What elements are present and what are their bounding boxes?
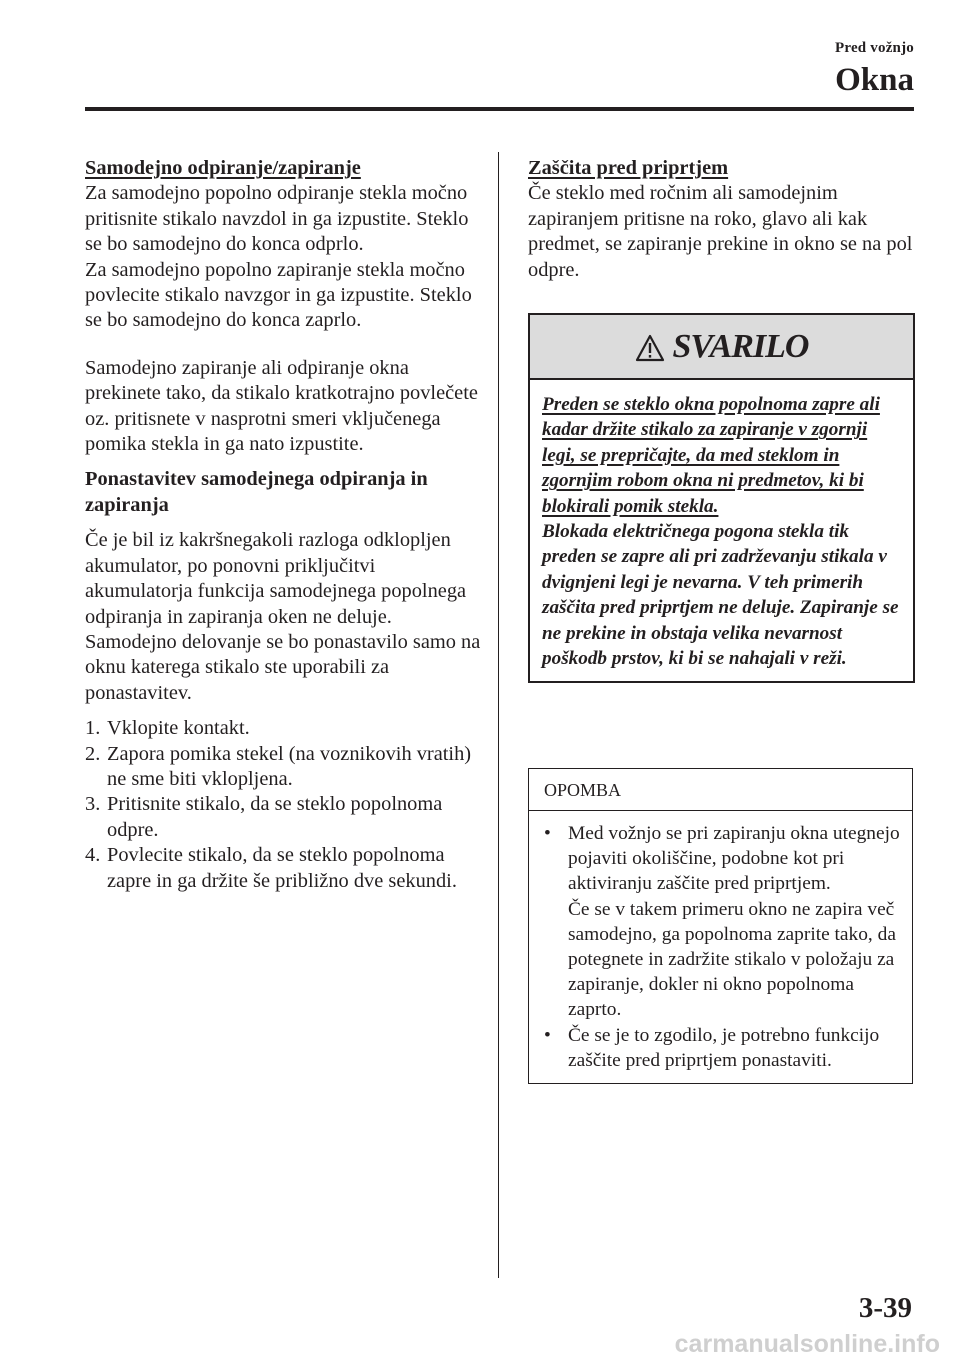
warning-underlined-text: Preden se steklo okna popolnoma zapre ali kadar držite stikalo za zapiranje v zgornji legi, se prepričajte, da med steklom in zgornjim robom okna ni predmetov, ki bi blokirali pomik stekla. (542, 394, 880, 517)
note-item-text: Če se v takem primeru okno ne zapira več samodejno, ga popolnoma zaprite tako, da potegnete in zadržite stikalo v položaju za zapiranje, dokler ni okno popolnoma zaprto. (568, 898, 896, 1021)
note-list (541, 821, 902, 1073)
bullet-icon: • (544, 1024, 551, 1046)
left-column (85, 156, 485, 894)
auto-open-paragraph: Za samodejno popolno odpiranje stekla močno pritisnite stikalo navzdol in ga izpustite. Steklo se bo samodejno do konca odprlo. (85, 182, 469, 256)
step-text: Pritisnite stikalo, da se steklo popolnoma odpre. (107, 793, 443, 841)
step-number: 3. (85, 793, 101, 816)
step-number: 1. (85, 717, 101, 740)
header-rule (85, 107, 914, 111)
note-item-text: Če se je to zgodilo, je potrebno funkcijo zaščite pred priprtjem ponastaviti. (568, 1024, 880, 1071)
pinch-protection-heading: Zaščita pred priprtjem (528, 157, 729, 179)
list-item (85, 843, 485, 894)
reset-heading: Ponastavitev samodejnega odpiranja in zapiranja (85, 468, 428, 516)
step-text: Zapora pomika stekel (na voznikovih vratih) ne sme biti vklopljena. (107, 742, 472, 790)
note-item-text: Med vožnjo se pri zapiranju okna utegnejo pojaviti okoliščine, podobne kot pri aktiviranju zaščite pred priprtjem. (568, 823, 900, 895)
list-item (541, 1023, 902, 1073)
step-number: 2. (85, 742, 101, 765)
step-number: 4. (85, 844, 101, 867)
warning-text: Blokada električnega pogona stekla tik preden se zapre ali pri zadrževanju stikala v dvignjeni legi je nevarna. V teh primerih zaščita pred priprtjem ne deluje. Zapiranje se ne prekine in obstaja velika nevarnost poškodb prstov, ki bi se nahajali v reži. (542, 521, 899, 670)
reset-steps-list (85, 716, 485, 894)
warning-triangle-icon (635, 334, 665, 362)
list-item (85, 742, 485, 793)
step-text: Povlecite stikalo, da se steklo popolnoma zapre in ga držite še približno dve sekundi. (107, 844, 457, 892)
step-text: Vklopite kontakt. (107, 717, 250, 740)
list-item (85, 716, 485, 741)
column-divider (498, 152, 499, 1278)
reset-paragraph-2: Samodejno delovanje se bo ponastavilo samo na oknu katerega stikalo ste uporabili za ponastavitev. (85, 630, 481, 704)
warning-header (530, 315, 913, 380)
page-number: 3-39 (858, 1292, 912, 1324)
section-label: Pred vožnjo (835, 40, 914, 56)
auto-stop-paragraph: Samodejno zapiranje ali odpiranje okna prekinete tako, da stikalo kratkotrajno povlečete oz. pritisnete v nasprotni smeri vključenega pomika stekla in ga nato izpustite. (85, 356, 478, 456)
reset-paragraph-1: Če je bil iz kakršnegakoli razloga odklopljen akumulator, po ponovni priključitvi akumulatorja funkcija samodejnega popolnega odpiranja in zapiranja oken ne deluje. (85, 529, 467, 628)
note-box (528, 768, 913, 1084)
warning-title: SVARILO (672, 327, 809, 365)
warning-box (528, 313, 915, 683)
watermark: carmanualsonline.info (674, 1330, 940, 1358)
right-column (528, 156, 918, 283)
page-title: Okna (835, 62, 914, 98)
note-title: OPOMBA (529, 769, 912, 811)
list-item (541, 821, 902, 1023)
warning-body (530, 380, 913, 681)
pinch-protection-paragraph: Če steklo med ročnim ali samodejnim zapiranjem pritisne na roko, glavo ali kak predmet, se zapiranje prekine in okno se na pol odpre. (528, 182, 913, 281)
auto-close-paragraph: Za samodejno popolno zapiranje stekla močno povlecite stikalo navzgor in ga izpustite. Steklo se bo samodejno do konca zaprlo. (85, 258, 472, 332)
bullet-icon: • (544, 823, 551, 844)
list-item (85, 792, 485, 843)
auto-open-close-heading: Samodejno odpiranje/zapiranje (85, 157, 361, 179)
note-body (529, 811, 912, 1083)
